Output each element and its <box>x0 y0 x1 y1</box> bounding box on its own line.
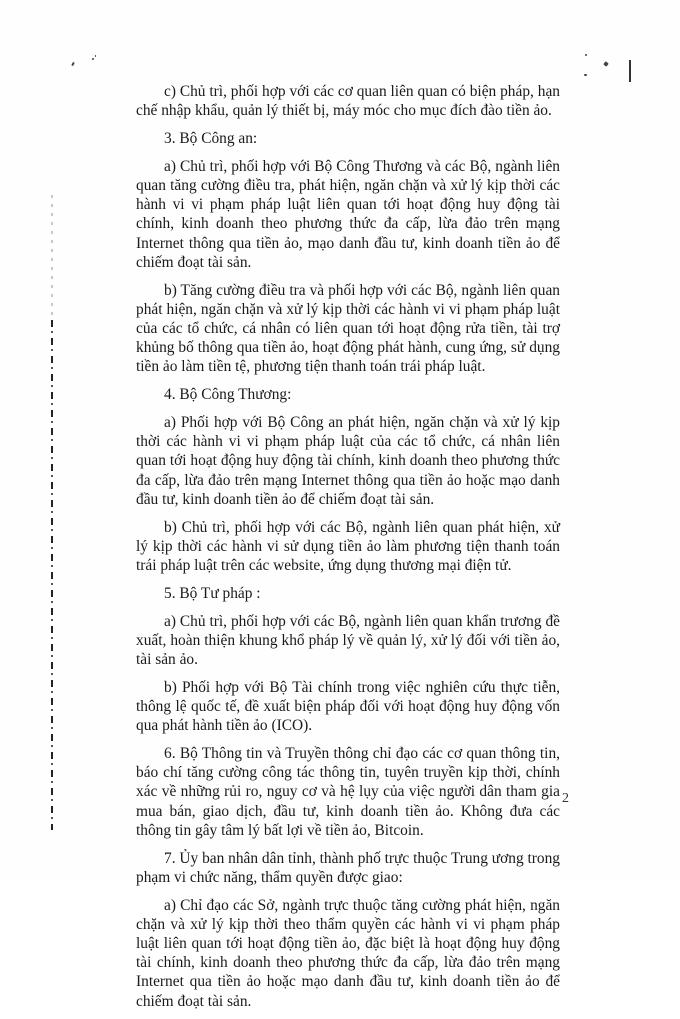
scan-margin-line <box>51 195 53 320</box>
scan-edge-mark <box>629 60 631 82</box>
page-number: 2 <box>562 791 569 806</box>
scan-margin-line <box>51 320 53 830</box>
paragraph-3b: b) Tăng cường điều tra và phối hợp với các Bộ, ngành liên quan phát hiện, ngăn chặn và xử lý kịp thời các hành vi vi phạm pháp luật của các tổ chức, cá nhân có liên quan tới hoạt động rửa tiền, tài trợ khủng bố thông qua tiền ảo, hoạt động phát hành, cung ứng, sử dụng tiền ảo làm tiền tệ, phương tiện thanh toán trái pháp luật. <box>136 281 560 376</box>
paragraph-3a: a) Chủ trì, phối hợp với Bộ Công Thương và các Bộ, ngành liên quan tăng cường điều tra, phát hiện, ngăn chặn và xử lý kịp thời các hành vi vi phạm pháp luật liên quan tới hoạt động huy động tài chính, kinh doanh theo phương thức đa cấp, lừa đảo trên mạng Internet thông qua tiền ảo, mạo danh đầu tư, kinh doanh tiền ảo để chiếm đoạt tài sản. <box>136 157 560 271</box>
scan-speck <box>584 74 587 76</box>
scan-speck <box>585 54 587 56</box>
paragraph-7a: a) Chỉ đạo các Sở, ngành trực thuộc tăng cường phát hiện, ngăn chặn và xử lý kịp thời theo thẩm quyền các hành vi vi phạm pháp luật liên quan tới hoạt động tiền ảo, đặc biệt là hoạt động huy động tài chính, kinh doanh theo phương thức đa cấp, lừa đảo trên mạng Internet qua tiền ảo hoặc mạo danh đầu tư, kinh doanh tiền ảo để chiếm đoạt tài sản. <box>136 896 560 1010</box>
paragraph-6: 6. Bộ Thông tin và Truyền thông chỉ đạo các cơ quan thông tin, báo chí tăng cường công tác thông tin, tuyên truyền kịp thời, chính xác về những rủi ro, nguy cơ và hệ lụy của việc người dân tham gia mua bán, giao dịch, đầu tư, kinh doanh tiền ảo. Không đưa các thông tin gây tâm lý bất lợi về tiền ảo, Bitcoin. <box>136 745 560 839</box>
paragraph-5a: a) Chủ trì, phối hợp với các Bộ, ngành liên quan khẩn trương đề xuất, hoàn thiện khung khổ pháp lý về quản lý, xử lý đối với tiền ảo, tài sản ảo. <box>136 612 560 669</box>
paragraph-5b: b) Phối hợp với Bộ Tài chính trong việc nghiên cứu thực tiễn, thông lệ quốc tế, đề xuất biện pháp đối với hoạt động huy động vốn qua phát hành tiền ảo (ICO). <box>136 678 560 735</box>
section-heading-4: 4. Bộ Công Thương: <box>164 386 292 404</box>
section-heading-3: 3. Bộ Công an: <box>164 130 258 147</box>
scan-speck <box>92 58 94 60</box>
scan-speck <box>603 61 609 67</box>
document-body <box>136 82 560 1019</box>
paragraph-2c: c) Chủ trì, phối hợp với các cơ quan liên quan có biện pháp, hạn chế nhập khẩu, quản lý thiết bị, máy móc cho mục đích đào tiền ảo. <box>136 83 560 120</box>
section-heading-5: 5. Bộ Tư pháp : <box>164 584 261 602</box>
paragraph-7: 7. Ủy ban nhân dân tỉnh, thành phố trực thuộc Trung ương trong phạm vi chức năng, thẩm quyền được giao: <box>136 849 560 886</box>
scan-speck <box>71 62 75 66</box>
paragraph-4b: b) Chủ trì, phối hợp với các Bộ, ngành liên quan phát hiện, xử lý kịp thời các hành vi sử dụng tiền ảo làm phương tiện thanh toán trái pháp luật trên các website, ứng dụng thương mại điện tử. <box>136 518 560 575</box>
paragraph-4a: a) Phối hợp với Bộ Công an phát hiện, ngăn chặn và xử lý kịp thời các hành vi vi phạm pháp luật của các tổ chức, cá nhân liên quan tới hoạt động huy động tài chính, kinh doanh theo phương thức đa cấp, lừa đảo trên mạng Internet thông qua tiền ảo hoặc mạo danh đầu tư, kinh doanh tiền ảo để chiếm đoạt tài sản. <box>136 414 560 508</box>
scan-speck <box>95 55 96 57</box>
